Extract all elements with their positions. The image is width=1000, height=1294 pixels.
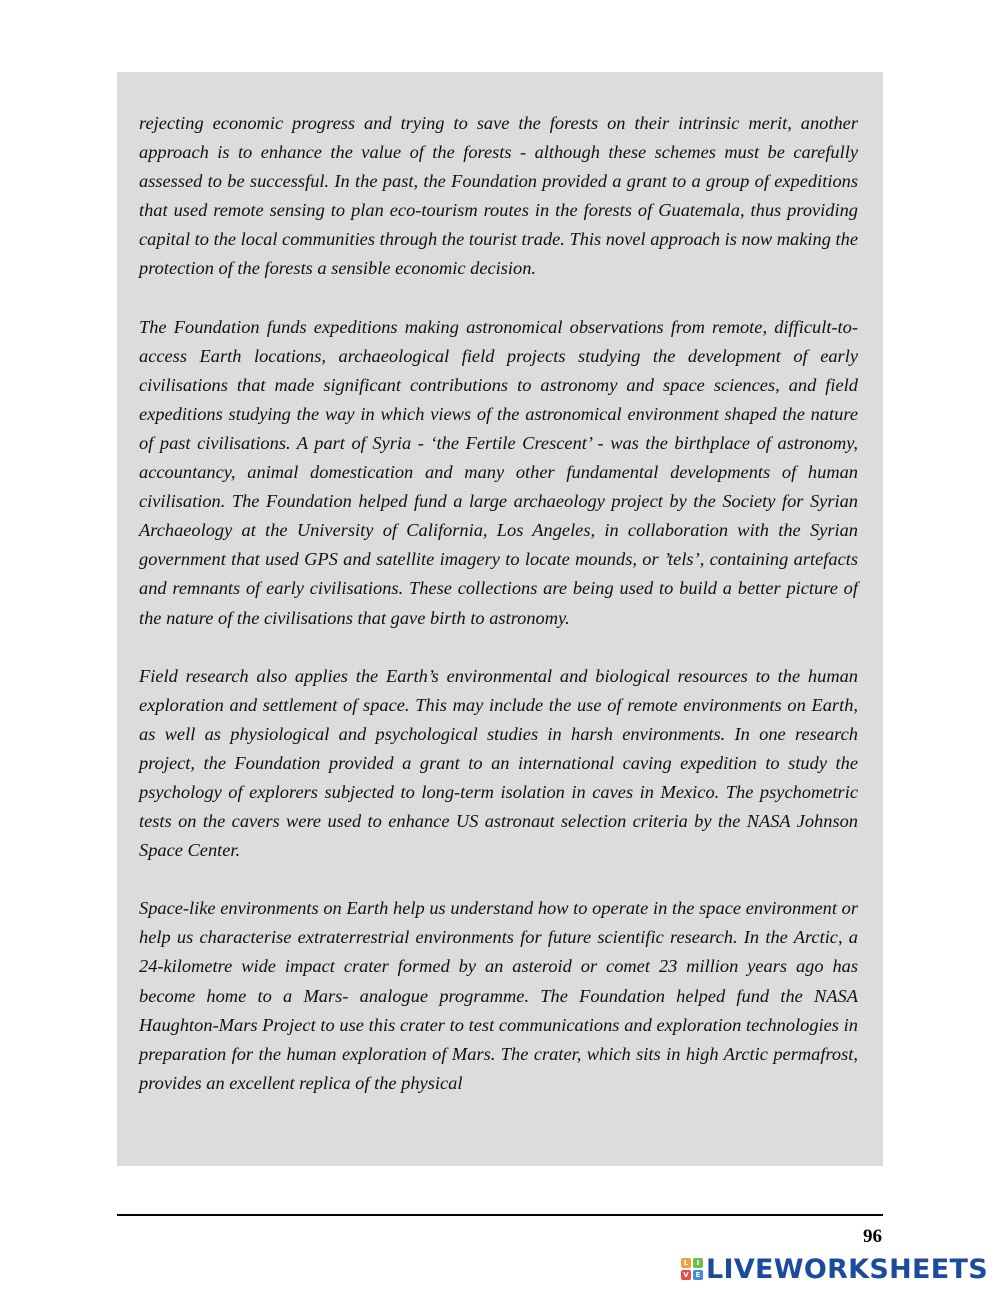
paragraph-field-research: Field research also applies the Earth’s environmental and biological resources to the human exploration and settlement of space. This may include the use of remote environments on Earth, as well as physiological and psychological studies in harsh environments. In one research project, the Foundation provided a grant to an international caving expedition to study the psychology of explorers subjected to long-term isolation in caves in Mexico. The psychometric tests on the cavers were used to enhance US astronaut selection criteria by the NASA Johnson Space Center. [139,665,858,861]
logo-tile: L [681,1258,691,1268]
liveworksheets-watermark[interactable] [681,1254,988,1284]
footer-divider [117,1214,883,1216]
paragraph-space-like-environments: Space-like environments on Earth help us understand how to operate in the space environment or help us characterise extraterrestrial environments for future scientific research. In the Arctic, a 24-kilometre wide impact crater formed by an asteroid or comet 23 million years ago has become home to a Mars- analogue programme. The Foundation helped fund the NASA Haughton-Mars Project to use this crater to test communications and exploration technologies in preparation for the human exploration of Mars. The crater, which sits in high Arctic permafrost, provides an excellent replica of the physical [139,898,858,1093]
liveworksheets-logo-icon [681,1258,703,1280]
logo-tile: E [693,1270,703,1280]
content-box [117,72,883,1166]
paragraph-forests: rejecting economic progress and trying to save the forests on their intrinsic merit, another approach is to enhance the value of the forests - although these schemes must be carefully assessed to be successful. In the past, the Foundation provided a grant to a group of expeditions that used remote sensing to plan eco-tourism routes in the forests of Guatemala, thus providing capital to the local communities through the tourist trade. This novel approach is now making the protection of the forests a sensible economic decision. [139,113,858,279]
logo-tile: V [681,1270,691,1280]
logo-tile: I [693,1258,703,1268]
paragraph-astronomy-expeditions: The Foundation funds expeditions making astronomical observations from remote, difficult-to-access Earth locations, archaeological field projects studying the development of early civilisations that made significant contributions to astronomy and space sciences, and field expeditions studying the way in which views of the astronomical environment shaped the nature of past civilisations. A part of Syria - ‘the Fertile Crescent’ - was the birthplace of astronomy, accountancy, animal domestication and many other fundamental developments of human civilisation. The Foundation helped fund a large archaeology project by the Society for Syrian Archaeology at the University of California, Los Angeles, in collaboration with the Syrian government that used GPS and satellite imagery to locate mounds, or ’tels’, containing artefacts and remnants of early civilisations. These collections are being used to build a better picture of the nature of the civilisations that gave birth to astronomy. [139,316,858,628]
page-number: 96 [863,1226,882,1247]
watermark-text: LIVEWORKSHEETS [705,1253,988,1285]
